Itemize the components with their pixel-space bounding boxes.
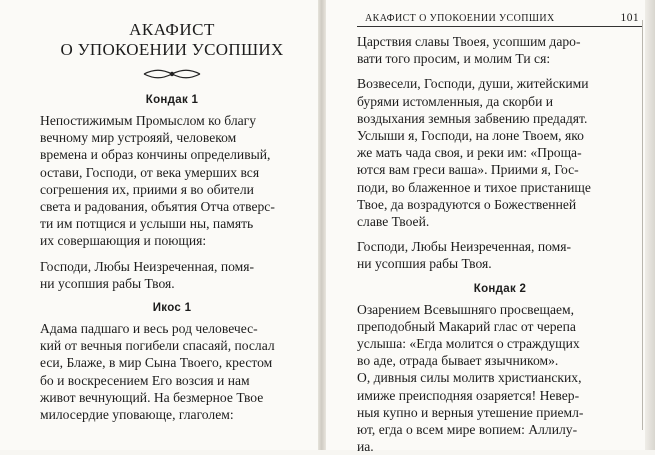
text-line: поди, во блаженное и тихое пристанище [357,179,591,195]
text-line: бо и воскресением Его возсия и нам [40,372,250,388]
text-line: Твое, да возрадуются о Божественней [357,196,577,212]
ikos-1-heading: Икос 1 [152,302,192,315]
page-number: 101 [620,12,639,24]
text-line: воздыхания земныя забвению предадят. [357,110,588,126]
text-line: Возвесели, Господи, души, житейскими [357,76,589,92]
text-line: О, дивныя силы молитв христианских, [357,370,582,386]
text-line: имиже преисподняя озаряется! Невер- [357,387,580,403]
text-line: света и радования, объятия Отча отверс- [40,199,275,215]
text-line: Услыши я, Господи, на лоне Твоем, яко [357,128,584,144]
text-line: согрешения их, приими я во обители [40,181,254,197]
text-line: Озарением Всевышняго просвещаем, [357,301,575,317]
text-line: еси, Блаже, в мир Сына Твоего, крестом [40,355,273,371]
book-gutter [318,0,326,450]
ikos-1-refrain [357,238,643,272]
text-line: ти им потщися и услыши ны, память [40,216,254,232]
text-line: кий от вечныя погибели спасаяй, послал [40,338,275,354]
page-edge [645,0,655,450]
right-page [326,0,655,455]
text-line: Адама падшаго и весь род человечес- [40,321,258,337]
text-line: Царствия славы Твоея, усопшим даро- [357,34,581,49]
text-line: бурями истомленныя, да скорби и [357,93,554,109]
text-line: ныя купно и верныя утешение приемл- [357,404,584,420]
ikos-1-text [40,320,304,423]
text-line: ются вам греси ваша». Приими я, Гос- [357,162,579,178]
ikos-1-prayer [357,75,643,230]
kondak-1-refrain [40,258,304,292]
kondak-2-heading: Кондак 2 [473,282,527,295]
text-line: Господи, Любы Неизреченная, помя- [357,239,572,255]
left-page [0,0,318,450]
text-line: Непостижимым Промыслом ко благу [40,113,257,128]
kondak-2-text [357,301,643,455]
akathist-subtitle: О УПОКОЕНИИ УСОПШИХ [60,40,284,59]
ikos-1-continuation [357,33,643,67]
ornament-divider-icon [142,68,202,80]
text-line: времена и образ кончины определивый, [40,147,271,163]
text-line: ни усопшия рабы Твоя. [357,256,492,272]
text-line: ни усопшия рабы Твоя. [40,275,175,291]
text-line: вечному мир устрояяй, человеком [40,130,237,146]
running-header [357,8,643,27]
text-line: услыша: «Егда молится о страждущих [357,336,580,352]
text-line: славе Твоей. [357,214,430,230]
text-line: живот вечнующий. На безмерное Твое [40,389,264,405]
text-line: во аде, отрада бывает язычником». [357,353,559,369]
running-head-title: АКАФИСТ О УПОКОЕНИИ УСОПШИХ [365,13,555,24]
akathist-title: АКАФИСТ [129,20,215,39]
text-line: же мать чада своя, и реки им: «Проща- [357,145,582,161]
text-line: Господи, Любы Неизреченная, помя- [40,258,255,274]
text-line: вати того просим, и молим Ти ся: [357,51,551,67]
text-line: ют, егда о всем мире вопием: Аллилу- [357,422,578,438]
text-line: их совершающия и поющия: [40,233,207,249]
kondak-1-text [40,112,304,250]
kondak-1-heading: Кондак 1 [145,94,199,106]
text-line: иа. [357,439,374,455]
text-line: остави, Господи, от века умерших вся [40,164,260,180]
page-edge-line [642,20,643,430]
text-line: милосердие уповающе, глаголем: [40,407,234,423]
text-line: преподобный Макарий глас от черепа [357,318,576,334]
